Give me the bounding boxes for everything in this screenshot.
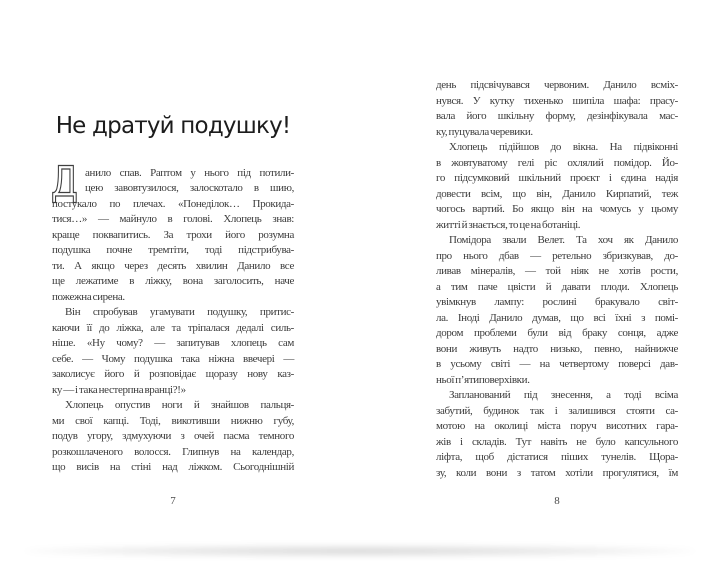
text-line: каючи її до ліжка, але та тріпалася дедалі силь- [52,321,294,334]
text-line: в усьому світі — на четвертому поверсі дав- [436,358,678,370]
text-line: ливав мінералів, — той ніяк не хотів рости, [436,265,678,277]
page-right [436,78,678,481]
text-line: день підсвічувався червоним. Данило всміх- [436,79,678,91]
text-line: розкошлаченого волосся. Глипнув на календар, [52,445,294,458]
text-line: подушка почне тремтіти, тоді підстрибува- [52,244,294,257]
text-line: цею завовтузилося, залоскотало в шию, [85,182,294,195]
text-line: тися…» — майнуло в голові. Хлопець знав: [52,213,294,226]
text-line: го підсумковий шкільний проєкт і єдина надія [436,172,678,184]
paragraph [436,78,678,140]
paragraph [52,305,294,398]
text-line: зу, коли вони з татом хотіли прогулятися, їм [436,466,678,479]
text-line: чогось вартий. Бо якщо він на чомусь у цьому [436,203,678,215]
text-line: ще лежатиме в ліжку, вона заголосить, наче [52,275,294,288]
text-line: Хлопець опустив ноги й знайшов пальця- [65,399,294,412]
text-line: жів і складів. Тут навіть не було капсульного [436,435,678,448]
text-line: в жовтуватому гелі ріс охлялий помідор. Йо- [436,156,678,169]
text-line: про нього дбав — ретельно збризкував, до- [436,249,678,262]
text-line: що висів на стіні над ліжком. Сьогоднішній [52,461,294,474]
text-line: ку, пуцувала черевики. [436,125,533,138]
drop-cap: Д [51,156,78,206]
text-line: анило спав. Раптом у нього під потили- [85,166,294,179]
text-line: краще поквапитись. За трохи його розумна [52,228,294,241]
text-line: ньої п’ятиповерхівки. [436,373,530,386]
text-line: Помідора звали Велет. Та хоч як Данило [449,234,678,246]
text-line: постукало по плечах. «Понеділок… Прокида- [52,197,294,210]
paragraph [52,398,294,476]
text-line: ліфта, щоб дістатися піших тунелів. Щора- [436,451,678,463]
text-line: забутий, будинок так і залишився стояти са- [436,404,678,417]
paragraph [436,388,678,481]
text-line: пожежна сирена. [52,290,125,303]
text-line: ку — і така нестерпна вранці?!» [52,383,186,396]
text-line: мотою на околиці міста поруч висотних гара- [436,420,678,432]
page-bottom-shadow [24,545,696,557]
page-left-body [51,156,294,476]
text-line: вони живуть надто низько, певно, найнижче [436,342,678,355]
page-number-left: 7 [170,495,176,507]
page-left [52,112,294,476]
text-line: ми свої капці. Тоді, викотивши нижню губу, [52,414,294,427]
paragraph [436,233,678,388]
text-line: заколисує його й розповідає щоразу нову каз- [52,368,294,381]
page-right-body [436,78,678,481]
text-line: ти. А якщо через десять хвилин Данило все [52,259,294,272]
chapter-title: Не дратуй подушку! [55,113,291,139]
text-line: увімкнув лампу: рослині бракувало світ- [436,296,678,308]
text-line: Хлопець підійшов до вікна. На підвіконні [449,141,678,153]
page-number-right: 8 [554,495,560,507]
paragraph [51,156,294,306]
text-line: вала його шкільну форму, дезінфікувала мас- [436,110,678,122]
text-line: Запланований під знесення, а тоді всіма [449,389,678,401]
text-line: ла. Іноді Данило думав, що всі їхні з помі- [436,311,678,324]
text-line: дором проблеми були від браку сонця, адже [436,327,678,339]
text-line: а тим паче цвісти й давати плоди. Хлопець [436,280,678,293]
paragraph [436,140,678,233]
text-line: подув угору, здмухуючи з очей пасма темного [52,430,294,443]
text-line: нувся. У кутку тихенько шипіла шафа: прасу- [436,94,678,107]
text-line: себе. — Чому подушка така ніжна ввечері — [52,352,294,365]
text-line: ніше. «Ну чому? — запитував хлопець сам [52,337,294,350]
text-line: житті й знається, то це на ботаніці. [436,218,581,231]
text-line: довести всім, що він, Данило Кирпатий, теж [436,187,678,200]
text-line: Він спробував угамувати подушку, притис- [65,306,294,319]
